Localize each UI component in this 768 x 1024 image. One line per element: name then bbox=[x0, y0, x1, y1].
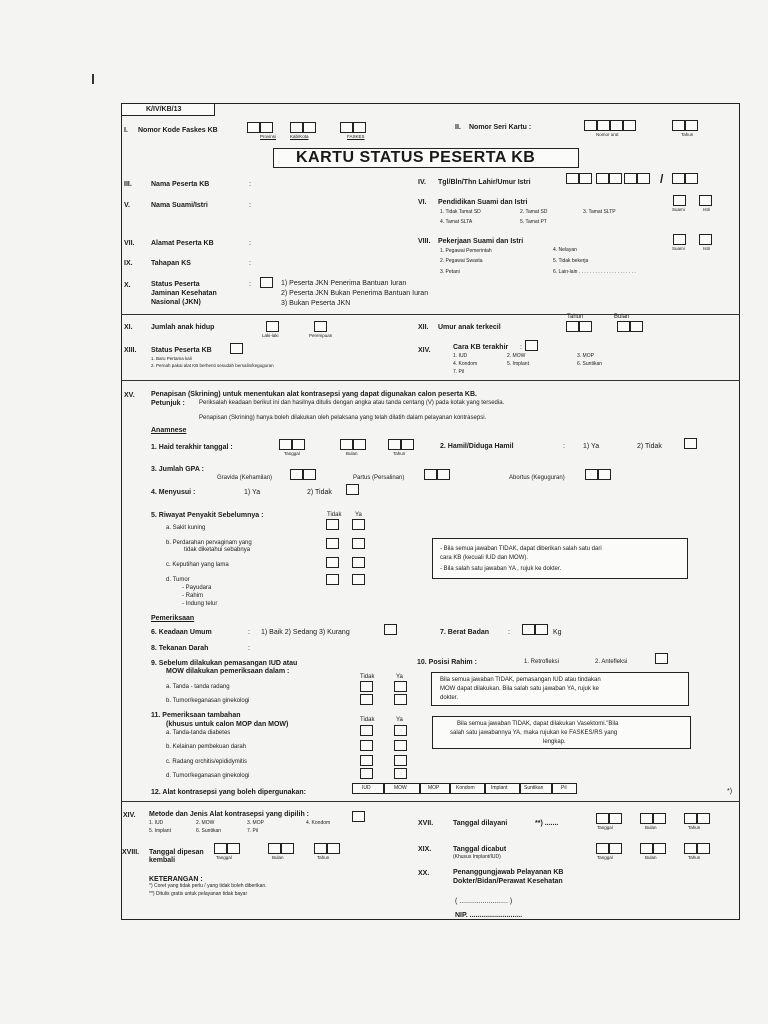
jkn-box[interactable] bbox=[260, 277, 273, 288]
partus-label: Partus (Persalinan) bbox=[353, 475, 405, 481]
anak-perempuan-box[interactable] bbox=[314, 321, 327, 332]
dicabut-tahun-box[interactable] bbox=[684, 843, 697, 854]
s15-num: XV. bbox=[124, 392, 135, 399]
riwayat-item: c. Keputihan yang lama bbox=[166, 562, 229, 568]
suami-label: Suami bbox=[672, 207, 685, 212]
dilayani-bulan-box[interactable] bbox=[640, 813, 653, 824]
metode-opt: 2. MOW bbox=[196, 820, 215, 826]
status-opt: 1. Baru Pertama kali bbox=[151, 356, 192, 361]
metode-opt: 4. Kondom bbox=[306, 820, 331, 826]
bulan-label: Bulan bbox=[346, 451, 358, 456]
q11-item: b. Kelainan pembekuan darah bbox=[166, 744, 247, 750]
tahun-label: Tahun bbox=[567, 314, 584, 320]
faskes-label: FASKES bbox=[347, 134, 365, 139]
q11-item: a. Tanda-tanda diabetes bbox=[166, 730, 231, 736]
q11-tidak-box[interactable] bbox=[360, 740, 373, 751]
s7-label: Alamat Peserta KB bbox=[151, 240, 214, 247]
cara-opt: 2. MOW bbox=[507, 353, 526, 359]
s19-label: Tanggal dicabut bbox=[453, 846, 507, 853]
q8-label: 8. Tekanan Darah bbox=[151, 645, 209, 652]
job-opt: 3. Petani bbox=[440, 269, 460, 275]
q9-ya-box[interactable] bbox=[394, 694, 407, 705]
q8-colon: : bbox=[248, 645, 250, 652]
status-kb-box[interactable] bbox=[230, 343, 243, 354]
dob-box[interactable] bbox=[566, 173, 579, 184]
q9-label: MOW dilakukan pemeriksaan dalam : bbox=[166, 668, 290, 675]
q10-opt: 1. Retrofleksi bbox=[524, 659, 560, 665]
berat-badan-box[interactable] bbox=[522, 624, 535, 635]
dipesan-bulan-box[interactable] bbox=[268, 843, 281, 854]
info-line: lengkap. bbox=[543, 739, 566, 745]
perempuan-label: Perempuan bbox=[309, 333, 333, 338]
s18-num: XVIII. bbox=[122, 849, 140, 856]
edu-opt: 1. Tidak Tamat SD bbox=[440, 209, 481, 215]
dicabut-tahun-box[interactable] bbox=[697, 843, 710, 854]
q11-item: c. Radang orchitis/epididymitis bbox=[166, 759, 248, 765]
dicabut-tanggal-box[interactable] bbox=[596, 843, 609, 854]
s10-label: Jaminan Kesehatan bbox=[151, 290, 217, 297]
info-line: MOW dapat dilakukan. Bila salah satu jawaban YA, rujuk ke bbox=[440, 686, 599, 692]
metode-opt: 5. Implant bbox=[149, 828, 171, 834]
dob-box[interactable] bbox=[579, 173, 592, 184]
info-line: salah satu jawabannya YA, maka rujukan ke FASKES/RS yang bbox=[450, 730, 618, 736]
edu-suami-box[interactable] bbox=[673, 195, 686, 206]
seri-box[interactable] bbox=[597, 120, 610, 131]
riwayat-tidak-box[interactable] bbox=[326, 557, 339, 568]
riwayat-ya-box[interactable] bbox=[352, 574, 365, 585]
alat-option[interactable] bbox=[384, 783, 420, 794]
umur-tahun-box[interactable] bbox=[579, 321, 592, 332]
provinsi-label: Provinsi bbox=[260, 134, 277, 139]
riwayat-ya-box[interactable] bbox=[352, 538, 365, 549]
form-code: K/IV/KB/13 bbox=[146, 106, 182, 113]
haid-tahun-box[interactable] bbox=[388, 439, 401, 450]
faskes-box[interactable] bbox=[353, 122, 366, 133]
petunjuk-text: Periksalah keadaan berikut ini dan hasilnya ditulis dengan angka atau tanda centang (V) pada kotak yang tersedia. bbox=[199, 400, 505, 406]
q2-colon: : bbox=[563, 443, 565, 450]
tahun-label: Tahun bbox=[688, 855, 701, 860]
alat-option-label: MOP bbox=[428, 785, 440, 791]
petunjuk-label: Petunjuk : bbox=[151, 400, 185, 407]
info-line: - Bila salah satu jawaban YA , rujuk ke dokter. bbox=[440, 566, 562, 572]
alat-option-label: Pil bbox=[561, 785, 567, 791]
metode-opt: 7. Pil bbox=[247, 828, 259, 834]
riwayat-item: d. Tumor bbox=[166, 577, 190, 583]
dicabut-tanggal-box[interactable] bbox=[609, 843, 622, 854]
s2-num: II. bbox=[455, 124, 461, 131]
alat-option-label: Implant bbox=[491, 785, 508, 791]
s18-label: kembali bbox=[149, 857, 176, 864]
tahun-label: Tahun bbox=[688, 825, 701, 830]
edu-opt: 4. Tamat SLTA bbox=[440, 219, 473, 225]
s10-colon: : bbox=[249, 281, 251, 288]
pemeriksaan-heading: Pemeriksaan bbox=[151, 615, 195, 622]
tidak-col: Tidak bbox=[360, 674, 375, 680]
s1-num: I. bbox=[124, 127, 128, 134]
tahun-label: Tahun bbox=[393, 451, 406, 456]
s8-num: VIII. bbox=[418, 238, 431, 245]
dilayani-tahun-box[interactable] bbox=[697, 813, 710, 824]
kabkota-label: Kab/Kota bbox=[290, 134, 309, 139]
dicabut-bulan-box[interactable] bbox=[653, 843, 666, 854]
edu-istri-box[interactable] bbox=[699, 195, 712, 206]
s1-label: Nomor Kode Faskes KB bbox=[138, 127, 218, 134]
cara-opt: 1. IUD bbox=[453, 353, 468, 359]
riwayat-item: tidak diketahui sebabnya bbox=[184, 547, 251, 553]
s13-label: Status Peserta KB bbox=[151, 347, 212, 354]
q11-ya-box[interactable] bbox=[394, 755, 407, 766]
gravida-box[interactable] bbox=[290, 469, 303, 480]
tanggal-label: Tanggal bbox=[284, 451, 300, 456]
job-opt: 1. Pegawai Pemerintah bbox=[440, 248, 492, 254]
section-divider bbox=[121, 801, 740, 802]
riwayat-item: b. Perdarahan pervaginam yang bbox=[166, 540, 252, 546]
ket-line: **) Ditulis gratis untuk pelayanan tidak bayar bbox=[149, 891, 248, 897]
s18-label: Tanggal dipesan bbox=[149, 849, 204, 856]
metode-opt: 6. Suntikan bbox=[196, 828, 222, 834]
age-box[interactable] bbox=[672, 173, 685, 184]
job-istri-box[interactable] bbox=[699, 234, 712, 245]
bulan-label: Bulan bbox=[645, 825, 657, 830]
alat-option[interactable] bbox=[420, 783, 450, 794]
q12-mark: *) bbox=[727, 788, 733, 795]
dipesan-tanggal-box[interactable] bbox=[227, 843, 240, 854]
q9-item: a. Tanda - tanda radang bbox=[166, 684, 230, 690]
tahun-label: Tahun bbox=[681, 132, 694, 137]
dob-box[interactable] bbox=[637, 173, 650, 184]
job-opt: 2. Pegawai Swasta bbox=[440, 258, 483, 264]
seri-box[interactable] bbox=[610, 120, 623, 131]
dipesan-tanggal-box[interactable] bbox=[214, 843, 227, 854]
abortus-box[interactable] bbox=[598, 469, 611, 480]
s9-colon: : bbox=[249, 260, 251, 267]
dilayani-bulan-box[interactable] bbox=[653, 813, 666, 824]
anak-laki-box[interactable] bbox=[266, 321, 279, 332]
s9-num: IX. bbox=[124, 260, 133, 267]
faskes-box[interactable] bbox=[340, 122, 353, 133]
bulan-label: Bulan bbox=[614, 314, 630, 320]
s2-label: Nomor Seri Kartu : bbox=[469, 124, 532, 131]
info-line: - Bila semua jawaban TIDAK, dapat diberikan salah satu dari bbox=[440, 546, 602, 552]
jkn-opt: 3) Bukan Peserta JKN bbox=[281, 300, 351, 307]
haid-tanggal-box[interactable] bbox=[292, 439, 305, 450]
section-divider bbox=[121, 380, 740, 381]
q11-ya-box[interactable] bbox=[394, 740, 407, 751]
q9-ya-box[interactable] bbox=[394, 681, 407, 692]
alat-option-label: Kondom bbox=[456, 785, 475, 791]
faskes-box[interactable] bbox=[303, 122, 316, 133]
nomor-urut-label: Nomor urut bbox=[596, 132, 619, 137]
alat-option-label: Suntikan bbox=[524, 785, 544, 791]
q1-label: 1. Haid terakhir tanggal : bbox=[151, 444, 233, 451]
job-suami-box[interactable] bbox=[673, 234, 686, 245]
page-title: KARTU STATUS PESERTA KB bbox=[296, 149, 536, 166]
faskes-box[interactable] bbox=[290, 122, 303, 133]
s7-num: VII. bbox=[124, 240, 135, 247]
ket-label: KETERANGAN : bbox=[149, 876, 203, 883]
s12-num: XII. bbox=[418, 324, 429, 331]
s11-num: XI. bbox=[124, 324, 133, 331]
menyusui-box[interactable] bbox=[346, 484, 359, 495]
q11-label: 11. Pemeriksaan tambahan bbox=[151, 712, 241, 719]
s3-colon: : bbox=[249, 181, 251, 188]
info-line: cara KB (kecuali IUD dan MOW). bbox=[440, 555, 529, 561]
riwayat-ya-box[interactable] bbox=[352, 557, 365, 568]
gravida-label: Gravida (Kehamilan) bbox=[217, 475, 273, 481]
alat-option-label: IUD bbox=[362, 785, 371, 791]
q11-label: (khusus untuk calon MOP dan MOW) bbox=[166, 721, 289, 728]
dicabut-bulan-box[interactable] bbox=[640, 843, 653, 854]
s9-label: Tahapan KS bbox=[151, 260, 191, 267]
q3-label: 3. Jumlah GPA : bbox=[151, 466, 204, 473]
faskes-box[interactable] bbox=[260, 122, 273, 133]
faskes-box[interactable] bbox=[247, 122, 260, 133]
q2-tidak: 2) Tidak bbox=[637, 443, 662, 450]
dilayani-tanggal-box[interactable] bbox=[609, 813, 622, 824]
dipesan-tahun-box[interactable] bbox=[314, 843, 327, 854]
q11-ya-box[interactable] bbox=[394, 768, 407, 779]
ya-col: Ya bbox=[396, 674, 403, 680]
s17-num: XVII. bbox=[418, 820, 434, 827]
s17-label: Tanggal dilayani bbox=[453, 820, 508, 827]
istri-label: Istri bbox=[703, 207, 711, 212]
signature-name[interactable]: ( ......................... ) bbox=[455, 898, 513, 905]
s14-num: XIV. bbox=[418, 347, 431, 354]
cara-kb-box[interactable] bbox=[525, 340, 538, 351]
tidak-col: Tidak bbox=[327, 512, 342, 518]
q11-tidak-box[interactable] bbox=[360, 768, 373, 779]
s10-num: X. bbox=[124, 282, 131, 289]
tumor-sub: - Payudara bbox=[182, 585, 212, 591]
cara-opt: 7. Pil bbox=[453, 369, 465, 375]
riwayat-item: a. Sakit kuning bbox=[166, 525, 206, 531]
edu-opt: 2. Tamat SD bbox=[520, 209, 548, 215]
dipesan-bulan-box[interactable] bbox=[281, 843, 294, 854]
q10-label: 10. Posisi Rahim : bbox=[417, 659, 477, 666]
metode-opt: 3. MOP bbox=[247, 820, 264, 826]
alat-option[interactable] bbox=[485, 783, 520, 794]
riwayat-ya-box[interactable] bbox=[352, 519, 365, 530]
s7-colon: : bbox=[249, 240, 251, 247]
q6-colon: : bbox=[248, 629, 250, 636]
anamnese-heading: Anamnese bbox=[151, 427, 187, 434]
s6-num: VI. bbox=[418, 199, 427, 206]
q9-tidak-box[interactable] bbox=[360, 694, 373, 705]
seri-box[interactable] bbox=[672, 120, 685, 131]
tanggal-label: Tanggal bbox=[216, 855, 232, 860]
s3-num: III. bbox=[124, 181, 132, 188]
skrining-note: Penapisan (Skrining) hanya boleh dilakukan oleh pelaksana yang telah dilatih dalam pelayanan kontrasepsi. bbox=[199, 415, 487, 421]
info-line: Bila semua jawaban TIDAK, pemasangan IUD atau tindakan bbox=[440, 677, 601, 683]
haid-bulan-box[interactable] bbox=[353, 439, 366, 450]
abortus-label: Abortus (Keguguran) bbox=[509, 475, 565, 481]
s19-sub: (Khusus Implant/IUD) bbox=[453, 854, 501, 860]
umur-tahun-box[interactable] bbox=[566, 321, 579, 332]
dob-box[interactable] bbox=[624, 173, 637, 184]
dob-box[interactable] bbox=[609, 173, 622, 184]
s13-num: XIII. bbox=[124, 347, 137, 354]
job-opt: 5. Tidak bekerja bbox=[553, 258, 589, 264]
q11-tidak-box[interactable] bbox=[360, 755, 373, 766]
age-box[interactable] bbox=[685, 173, 698, 184]
q2-ya: 1) Ya bbox=[583, 443, 600, 450]
status-opt: 2. Pernah pakai alat KB berhenti sesudah bersalin/keguguran bbox=[151, 363, 274, 368]
q7-label: 7. Berat Badan bbox=[440, 629, 490, 636]
edu-opt: 5. Tamat PT bbox=[520, 219, 547, 225]
ket-line: *) Coret yang tidak perlu / yang tidak boleh diberikan. bbox=[149, 883, 267, 889]
s12-label: Umur anak terkecil bbox=[438, 324, 501, 331]
dilayani-tanggal-box[interactable] bbox=[596, 813, 609, 824]
q9-tidak-box[interactable] bbox=[360, 681, 373, 692]
riwayat-tidak-box[interactable] bbox=[326, 574, 339, 585]
q4-ya: 1) Ya bbox=[244, 489, 261, 496]
ya-col: Ya bbox=[355, 512, 362, 518]
jkn-opt: 2) Peserta JKN Bukan Penerima Bantuan Iuran bbox=[281, 290, 429, 297]
tanggal-label: Tanggal bbox=[597, 855, 613, 860]
q11-ya-box[interactable] bbox=[394, 725, 407, 736]
q5-label: 5. Riwayat Penyakit Sebelumnya : bbox=[151, 512, 264, 519]
info-line: Bila semua jawaban TIDAK, dapat dilakukan Vasektomi."Bila bbox=[457, 721, 619, 727]
bulan-label: Bulan bbox=[645, 855, 657, 860]
q4-label: 4. Menyusui : bbox=[151, 489, 196, 496]
kg-unit: Kg bbox=[553, 629, 562, 636]
q9-label: 9. Sebelum dilakukan pemasangan IUD atau bbox=[151, 660, 298, 667]
s10-label: Nasional (JKN) bbox=[151, 299, 201, 306]
laki-label: Laki-laki bbox=[262, 333, 279, 338]
cara-opt: 5. Implant bbox=[507, 361, 529, 367]
s15-label: Penapisan (Skrining) untuk menentukan alat kontrasepsi yang dapat digunakan calon peserta KB. bbox=[151, 391, 477, 398]
gravida-box[interactable] bbox=[303, 469, 316, 480]
seri-box[interactable] bbox=[685, 120, 698, 131]
s5-colon: : bbox=[249, 202, 251, 209]
haid-bulan-box[interactable] bbox=[340, 439, 353, 450]
cara-opt: 4. Kondom bbox=[453, 361, 478, 367]
seri-box[interactable] bbox=[584, 120, 597, 131]
dilayani-tahun-box[interactable] bbox=[684, 813, 697, 824]
s20-label: Penanggungjawab Pelayanan KB bbox=[453, 869, 564, 876]
keadaan-umum-box[interactable] bbox=[384, 624, 397, 635]
section-divider bbox=[121, 314, 740, 315]
q6-opts: 1) Baik 2) Sedang 3) Kurang bbox=[261, 629, 350, 636]
s14b-label: Metode dan Jenis Alat kontrasepsi yang dipilih : bbox=[149, 811, 309, 818]
q10-opt: 2. Antefleksi bbox=[595, 659, 628, 665]
s20-label: Dokter/Bidan/Perawat Kesehatan bbox=[453, 878, 563, 885]
s6-label: Pendidikan Suami dan Istri bbox=[438, 199, 528, 206]
berat-badan-box[interactable] bbox=[535, 624, 548, 635]
q12-label: 12. Alat kontrasepsi yang boleh dipergunakan: bbox=[151, 789, 306, 796]
s4-label: Tgl/Bln/Thn Lahir/Umur Istri bbox=[438, 179, 531, 186]
s5-label: Nama Suami/Istri bbox=[151, 202, 208, 209]
info-line: dokter. bbox=[440, 695, 459, 701]
metode-box[interactable] bbox=[352, 811, 365, 822]
s19-num: XIX. bbox=[418, 846, 432, 853]
partus-box[interactable] bbox=[424, 469, 437, 480]
alat-option[interactable] bbox=[450, 783, 485, 794]
hamil-box[interactable] bbox=[684, 438, 697, 449]
jkn-opt: 1) Peserta JKN Penerima Bantuan Iuran bbox=[281, 280, 407, 287]
q11-tidak-box[interactable] bbox=[360, 725, 373, 736]
riwayat-tidak-box[interactable] bbox=[326, 519, 339, 530]
edu-opt: 3. Tamat SLTP bbox=[583, 209, 616, 215]
q11-item: d. Tumor/keganasan ginekologi bbox=[166, 773, 250, 779]
istri-label: Istri bbox=[703, 246, 711, 251]
haid-tanggal-box[interactable] bbox=[279, 439, 292, 450]
edge-mark bbox=[92, 74, 94, 84]
tidak-col: Tidak bbox=[360, 717, 375, 723]
s10-label: Status Peserta bbox=[151, 281, 200, 288]
q4-tidak: 2) Tidak bbox=[307, 489, 332, 496]
s8-label: Pekerjaan Suami dan Istri bbox=[438, 238, 524, 245]
bulan-label: Bulan bbox=[272, 855, 284, 860]
umur-bulan-box[interactable] bbox=[630, 321, 643, 332]
s5-num: V. bbox=[124, 202, 130, 209]
ya-col: Ya bbox=[396, 717, 403, 723]
s20-num: XX. bbox=[418, 870, 430, 877]
s14b-num: XIV. bbox=[123, 812, 136, 819]
job-opt: 6. Lain-lain . . . . . . . . . . . . . . . . . . . . . bbox=[553, 269, 636, 275]
abortus-box[interactable] bbox=[585, 469, 598, 480]
posisi-rahim-box[interactable] bbox=[655, 653, 668, 664]
dob-box[interactable] bbox=[596, 173, 609, 184]
alat-option-label: MOW bbox=[394, 785, 407, 791]
umur-bulan-box[interactable] bbox=[617, 321, 630, 332]
haid-tahun-box[interactable] bbox=[401, 439, 414, 450]
cara-opt: 6. Suntikan bbox=[577, 361, 603, 367]
s3-label: Nama Peserta KB bbox=[151, 181, 210, 188]
job-opt: 4. Nelayan bbox=[553, 247, 577, 253]
q7-colon: : bbox=[508, 629, 510, 636]
s17-mark: **) ....... bbox=[535, 820, 559, 827]
riwayat-tidak-box[interactable] bbox=[326, 538, 339, 549]
alat-option[interactable] bbox=[520, 783, 552, 794]
tumor-sub: - Rahim bbox=[182, 593, 204, 599]
seri-box[interactable] bbox=[623, 120, 636, 131]
partus-box[interactable] bbox=[437, 469, 450, 480]
s14-colon: : bbox=[520, 344, 522, 351]
metode-opt: 1. IUD bbox=[149, 820, 164, 826]
alat-option[interactable] bbox=[552, 783, 577, 794]
tanggal-label: Tanggal bbox=[597, 825, 613, 830]
nip-field[interactable]: NIP. ........................... bbox=[455, 912, 523, 919]
q2-label: 2. Hamil/Diduga Hamil bbox=[440, 443, 514, 450]
alat-option[interactable] bbox=[352, 783, 384, 794]
tumor-sub: - Indung telur bbox=[182, 601, 218, 607]
s14-label: Cara KB terakhir bbox=[453, 344, 509, 351]
s4-num: IV. bbox=[418, 179, 426, 186]
q9-item: b. Tumor/keganasan ginekologi bbox=[166, 698, 250, 704]
suami-label: Suami bbox=[672, 246, 685, 251]
dipesan-tahun-box[interactable] bbox=[327, 843, 340, 854]
tahun-label: Tahun bbox=[317, 855, 330, 860]
q6-label: 6. Keadaan Umum bbox=[151, 629, 212, 636]
s11-label: Jumlah anak hidup bbox=[151, 324, 215, 331]
age-slash: / bbox=[660, 172, 664, 186]
cara-opt: 3. MOP bbox=[577, 353, 594, 359]
